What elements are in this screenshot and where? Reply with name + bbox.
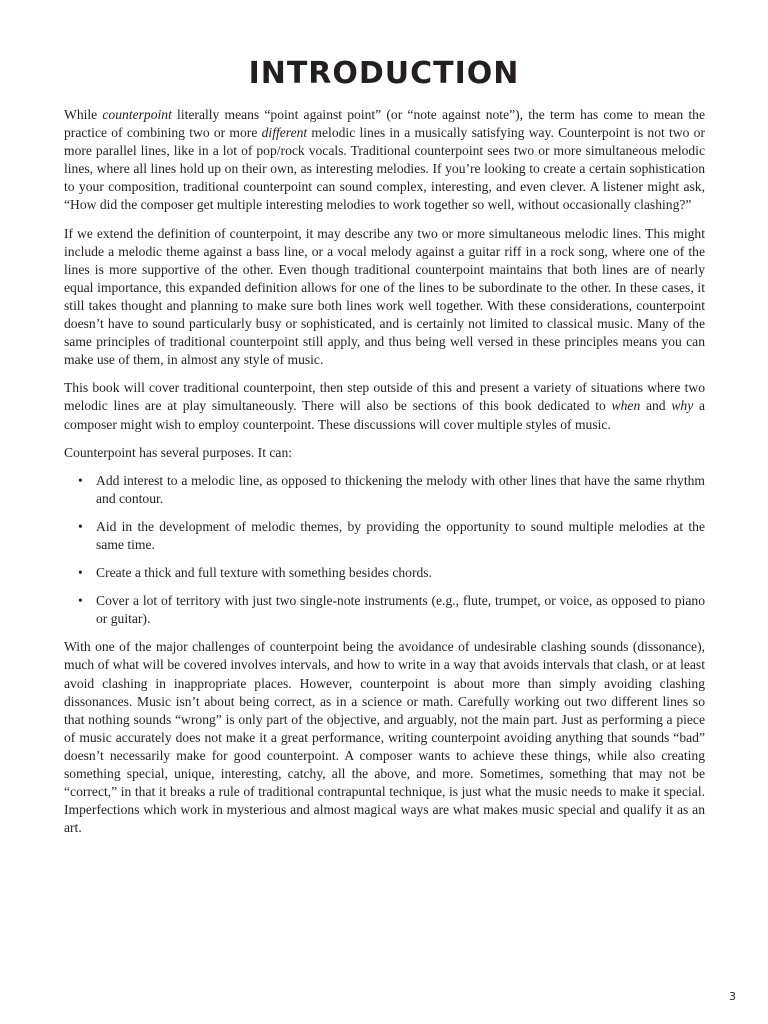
italic-term: why <box>671 398 694 414</box>
bullet-icon: • <box>78 518 83 534</box>
body-text <box>64 106 705 847</box>
list-item: • Add interest to a melodic line, as opposed to thickening the melody with other lines that have the same rhythm and contour. <box>78 472 705 506</box>
purpose-list <box>64 472 705 629</box>
paragraph-2: If we extend the definition of counterpoint, it may describe any two or more simultaneous melodic lines. This might include a melodic theme against a bass line, or a vocal melody against a guitar riff in a rock song, where one of the lines is more supportive of the other. Even though traditional counterpoint maintains that both lines are of nearly equal importance, this expanded definition allows for one of the lines to be subordinate to the other. In these cases, it still takes thought and planning to make sure both lines work well together. With these considerations, counterpoint doesn’t have to sound particularly busy or sophisticated, and is certainly not limited to classical music. Many of the same principles of traditional counterpoint still apply, and thus being well versed in these principles means you can make use of them, in almost any style of music. <box>64 225 705 368</box>
page-title: INTRODUCTION <box>248 56 520 91</box>
bullet-icon: • <box>78 472 83 488</box>
paragraph-3: This book will cover traditional counterpoint, then step outside of this and present a variety of situations where two melodic lines are at play simultaneously. There will also be sections of this book dedicated to when and why a composer might wish to employ counterpoint. These discussions will cover multiple styles of music. <box>64 380 705 432</box>
paragraph-5: With one of the major challenges of counterpoint being the avoidance of undesirable clashing sounds (dissonance), much of what will be covered involves intervals, and how to write in a way that avoids intervals that clash, or at least avoid clashing in inappropriate places. However, counterpoint is about more than simply avoiding clashing dissonances. Music isn’t about being correct, as in a science or math. Carefully working out two different lines so that nothing sounds “wrong” is only part of the objective, and arguably, not the main part. Just as performing a piece of music accurately does not make it a great performance, writing counterpoint avoiding anything that sounds “bad” doesn’t necessarily make for good counterpoint. A composer wants to achieve these things, while also creating something special, unique, interesting, catchy, all the above, and more. Sometimes, something that may not be “correct,” in that it breaks a rule of traditional contrapuntal technique, is just what the music needs to make it special. Imperfections which work in mysterious and almost magical ways are what makes music special and qualify it as an art. <box>64 639 705 836</box>
paragraph-1: While counterpoint literally means “point against point” (or “note against note”), the term has come to mean the practice of combining two or more different melodic lines in a musically satisfying way. Counterpoint is not two or more parallel lines, like in a lot of pop/rock vocals. Traditional counterpoint sees two or more simultaneous melodic lines, where all lines hold up on their own, as interesting melodies. If you’re looking to create a certain sophistication to your composition, traditional counterpoint can sound complex, interesting, and even clever. A listener might ask, “How did the composer get multiple interesting melodies to work together so well, without occasionally clashing?” <box>64 107 705 213</box>
italic-term: when <box>611 398 641 414</box>
list-item: • Aid in the development of melodic themes, by providing the opportunity to sound multiple melodies at the same time. <box>78 518 705 552</box>
list-item: • Cover a lot of territory with just two single-note instruments (e.g., flute, trumpet, or voice, as opposed to piano or guitar). <box>78 593 705 627</box>
italic-term: different <box>261 125 308 141</box>
paragraph-4: Counterpoint has several purposes. It can: <box>64 444 293 460</box>
bullet-icon: • <box>78 593 83 609</box>
bullet-icon: • <box>78 565 83 581</box>
italic-term: counterpoint <box>102 107 172 122</box>
page-number: 3 <box>729 990 736 1003</box>
list-item: • Create a thick and full texture with something besides chords. <box>64 564 705 582</box>
